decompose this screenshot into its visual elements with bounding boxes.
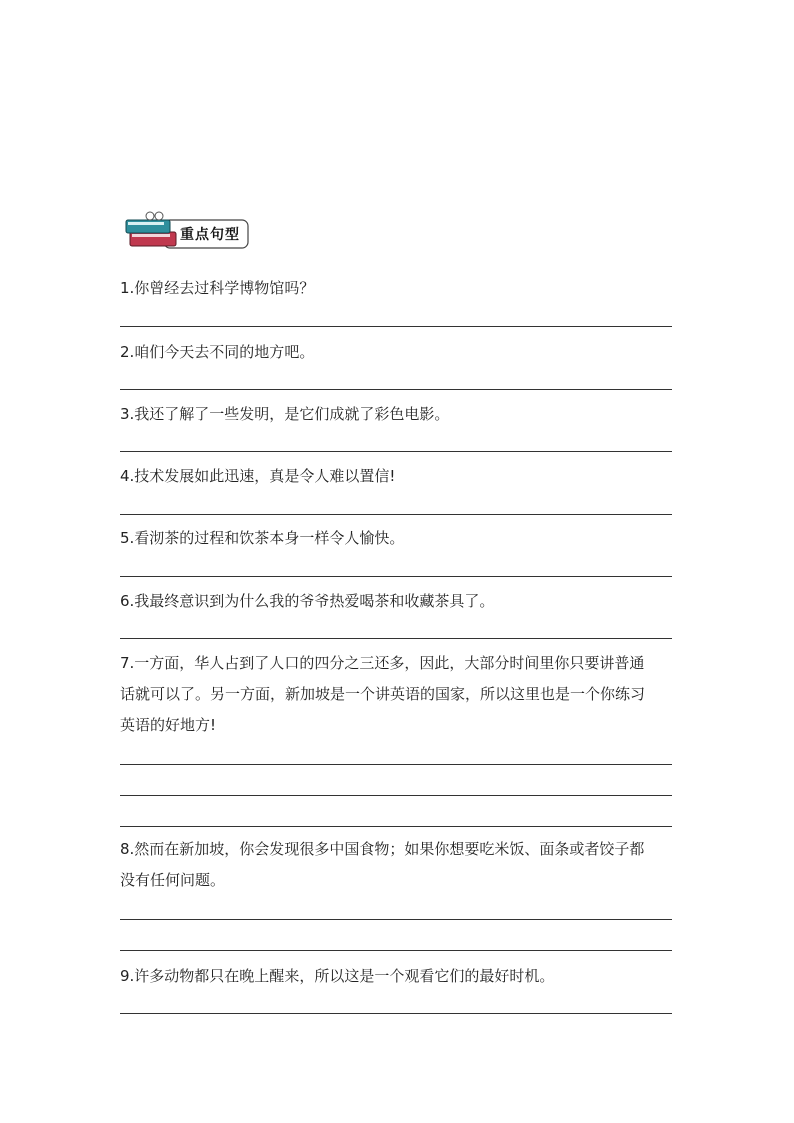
- answer-line: [120, 576, 672, 577]
- answer-line: [120, 1013, 672, 1014]
- sentence-6: 6.我最终意识到为什么我的爷爷热爱喝茶和收藏茶具了。: [120, 592, 495, 610]
- sentence-1: 1.你曾经去过科学博物馆吗？: [120, 279, 315, 297]
- sentence-7-line: 话就可以了。另一方面，新加坡是一个讲英语的国家，所以这里也是一个你练习: [120, 685, 646, 703]
- answer-line: [120, 326, 672, 327]
- sentence-8-line: 8.然而在新加坡，你会发现很多中国食物；如果你想要吃米饭、面条或者饺子都: [120, 840, 645, 858]
- answer-line: [120, 950, 672, 951]
- sentence-9: 9.许多动物都只在晚上醒来，所以这是一个观看它们的最好时机。: [120, 967, 555, 985]
- section-title: 重点句型: [180, 227, 240, 243]
- sentence-8-line: 没有任何问题。: [120, 871, 226, 889]
- answer-line: [120, 451, 672, 452]
- answer-line: [120, 919, 672, 920]
- sentence-7-line: 英语的好地方!: [120, 716, 217, 734]
- sentence-7: [120, 648, 676, 741]
- answer-line: [120, 795, 672, 796]
- answer-line: [120, 638, 672, 639]
- section-badge: [124, 210, 252, 252]
- sentence-5: 5.看沏茶的过程和饮茶本身一样令人愉快。: [120, 529, 405, 547]
- answer-line: [120, 764, 672, 765]
- sentence-3: 3.我还了解了一些发明，是它们成就了彩色电影。: [120, 405, 450, 423]
- sentence-8: [120, 834, 676, 896]
- sentence-7-line: 7.一方面，华人占到了人口的四分之三还多，因此，大部分时间里你只要讲普通: [120, 654, 645, 672]
- answer-line: [120, 514, 672, 515]
- answer-line: [120, 826, 672, 827]
- sentence-2: 2.咱们今天去不同的地方吧。: [120, 343, 315, 361]
- answer-line: [120, 389, 672, 390]
- sentence-4: 4.技术发展如此迅速，真是令人难以置信!: [120, 467, 396, 485]
